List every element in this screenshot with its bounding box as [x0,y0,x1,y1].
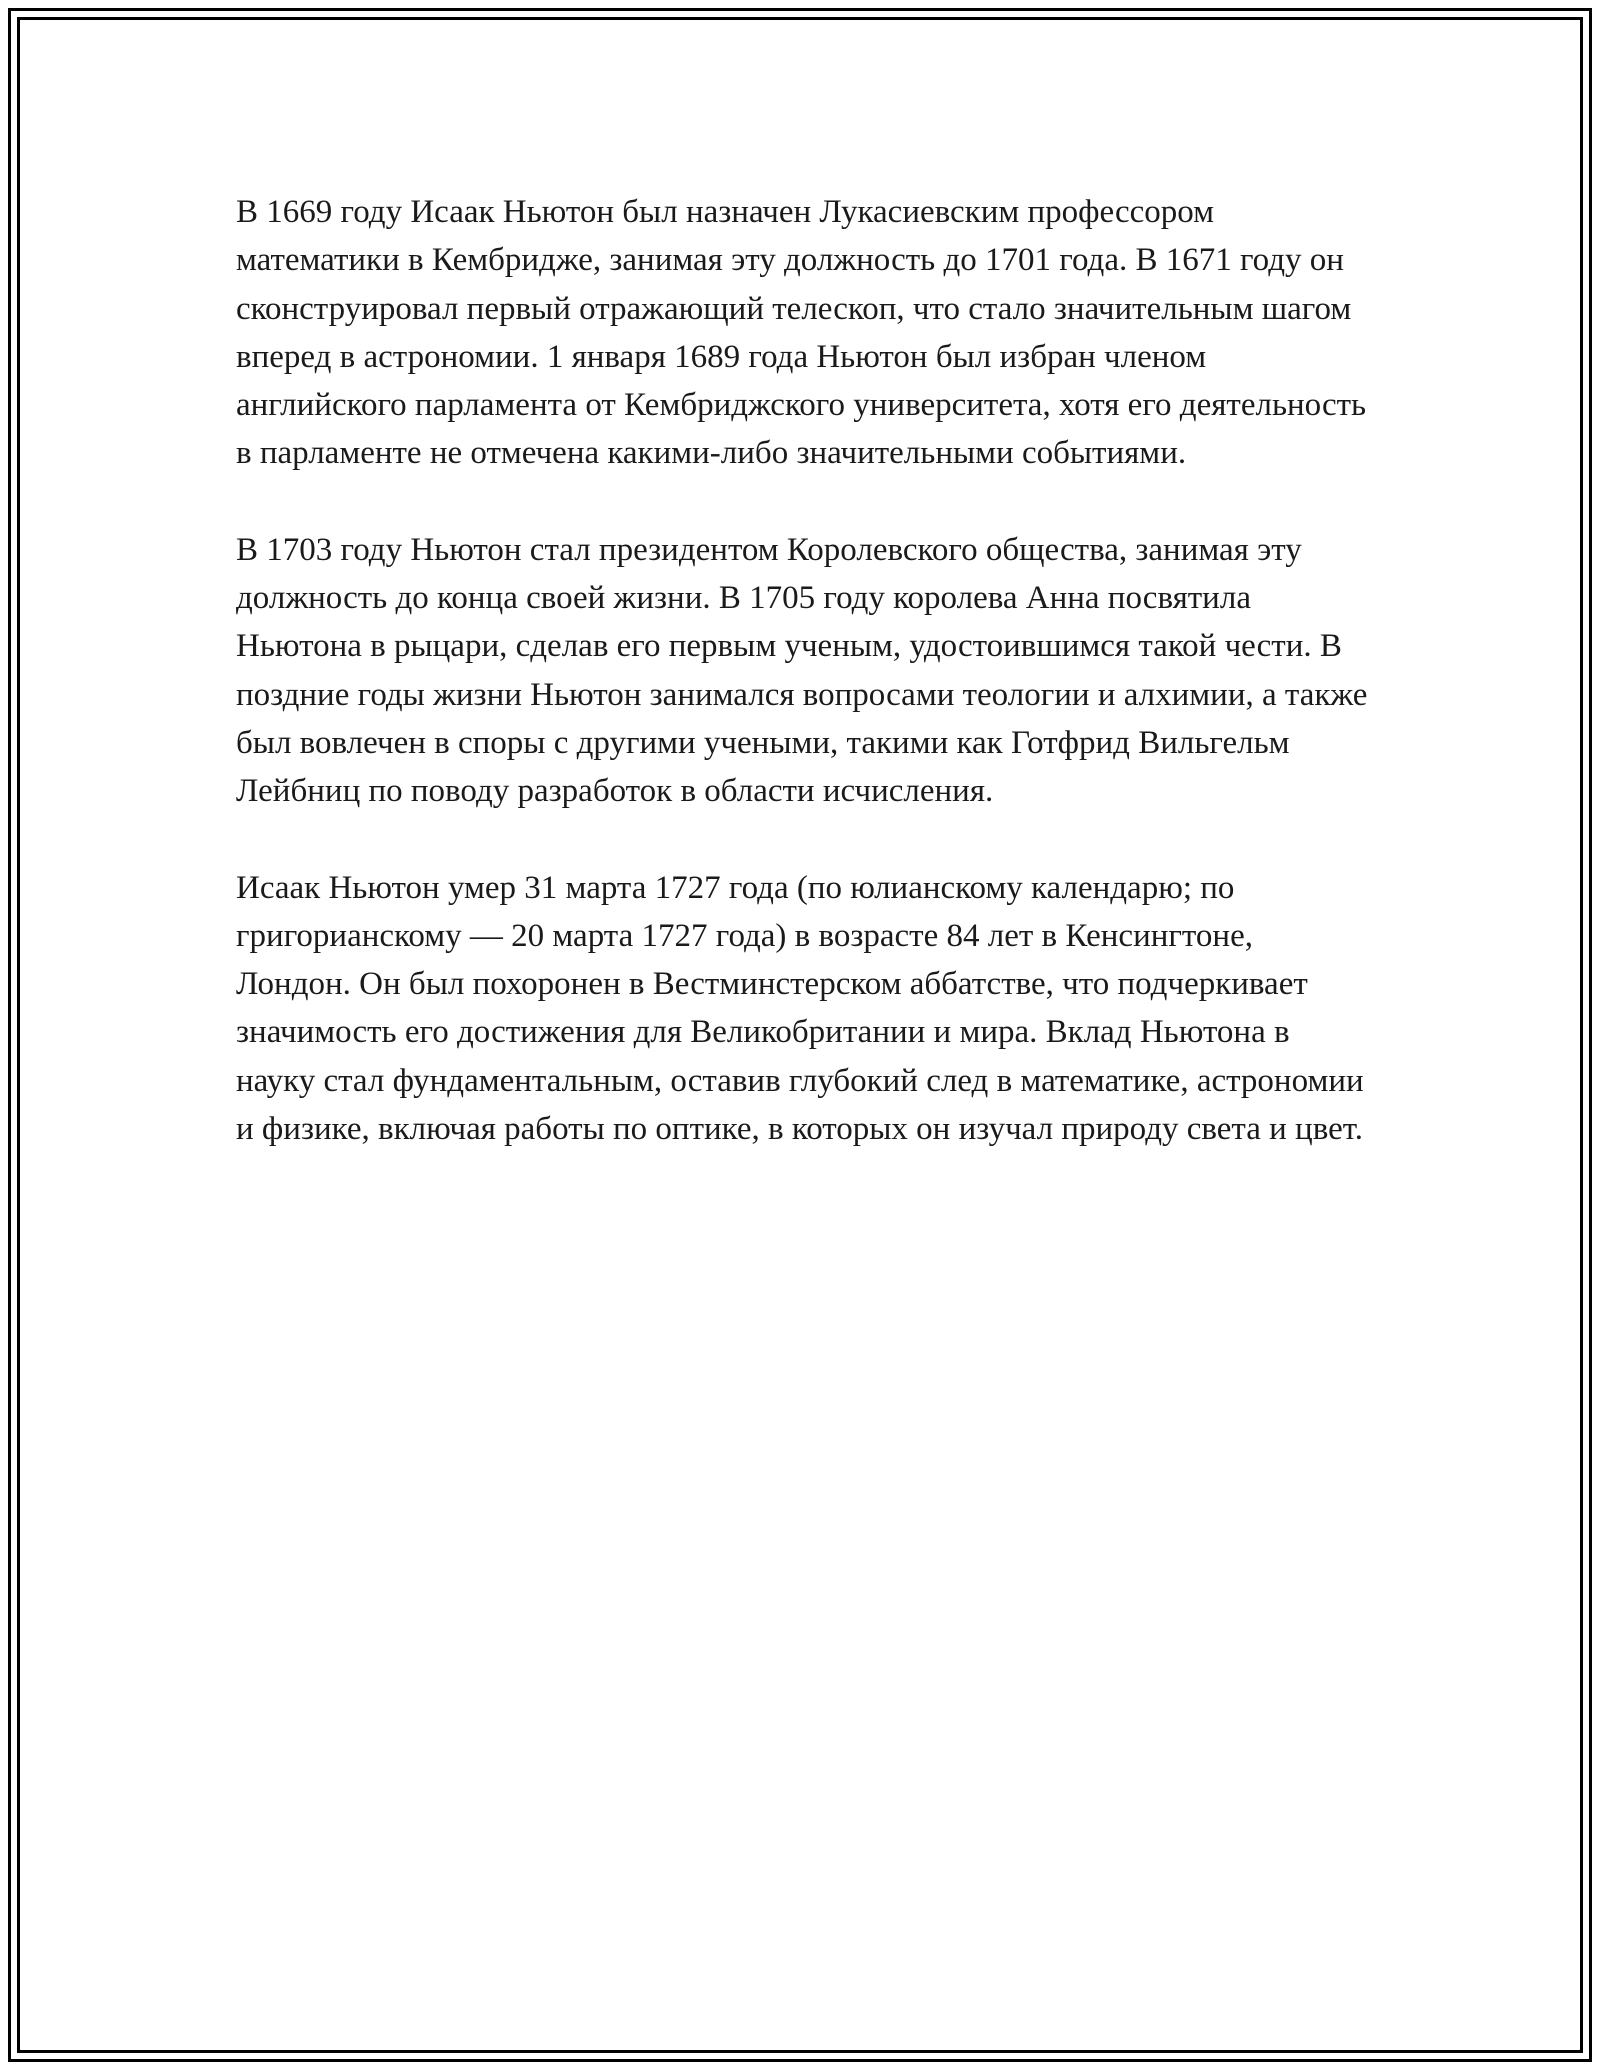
paragraph-death-legacy: Исаак Ньютон умер 31 марта 1727 года (по юлианскому календарю; по григорианскому — 20 марта 1727 года) в возрасте 84 лет в Кенсингтоне, Лондон. Он был похоронен в Вестминстерском аббатстве, что подчеркивает значимость его достижения для Великобритании и мира. Вклад Ньютона в науку стал фундаментальным, оставив глубокий след в математике, астрономии и физике, включая работы по оптике, в которых он изучал природу света и цвет. [236,869,1364,1148]
paragraph-royal-society-knighthood: В 1703 году Ньютон стал президентом Королевского общества, занимая эту должность до конца своей жизни. В 1705 году королева Анна посвятила Ньютона в рыцари, сделав его первым ученым, удостоившимся такой чести. В поздние годы жизни Ньютон занимался вопросами теологии и алхимии, а также был вовлечен в споры с другими учеными, такими как Готфрид Вильгельм Лейбниц по поводу разработок в области исчисления. [236,531,1368,810]
paragraph-appointment-telescope-parliament: В 1669 году Исаак Ньютон был назначен Лукасиевским профессором математики в Кембридже, занимая эту должность до 1701 года. В 1671 году он сконструировал первый отражающий телескоп, что стало значительным шагом вперед в астрономии. 1 января 1689 года Ньютон был избран членом английского парламента от Кембриджского университета, хотя его деятельность в парламенте не отмечена какими-либо значительными событиями. [236,194,1367,472]
document-body [236,188,1372,1201]
